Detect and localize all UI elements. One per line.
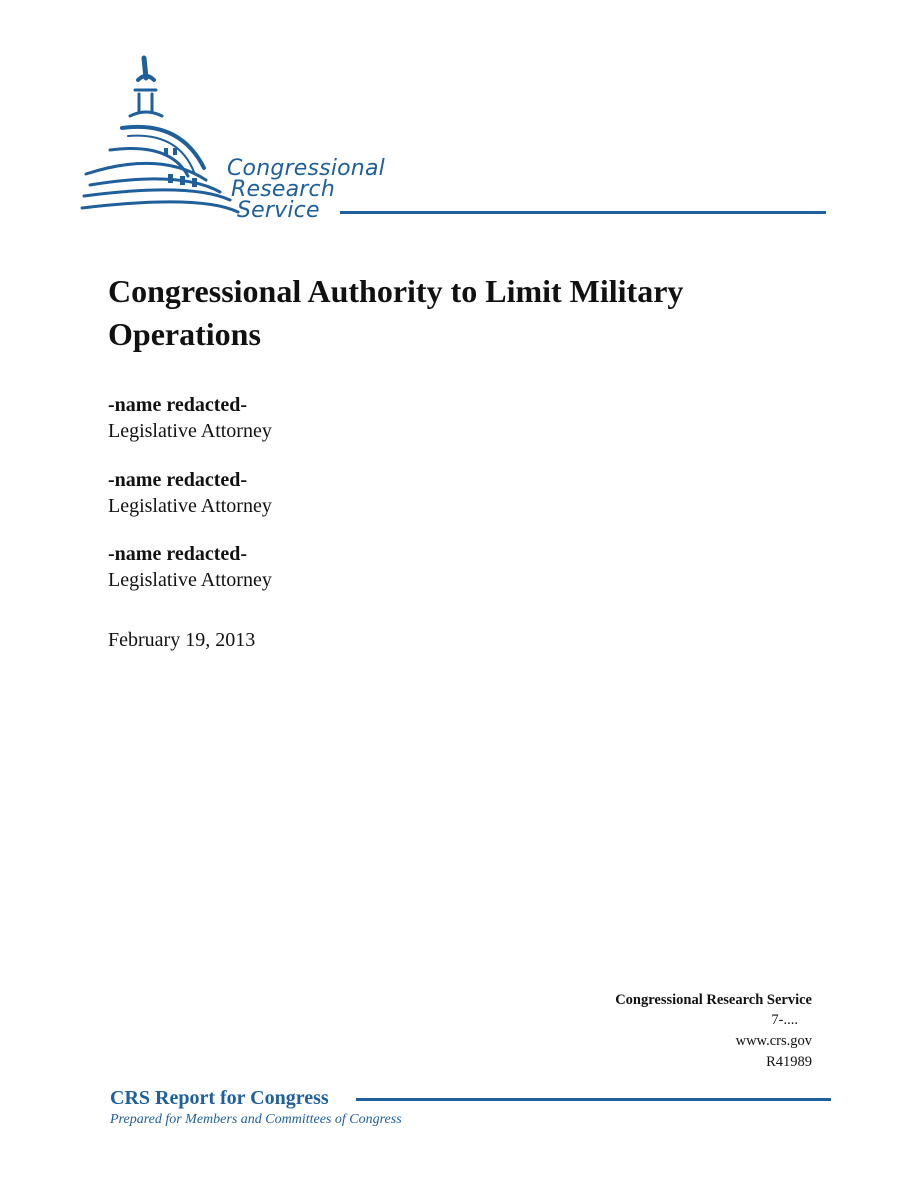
- report-number: R41989: [766, 1054, 812, 1070]
- report-date: February 19, 2013: [108, 629, 256, 651]
- author-role: Legislative Attorney: [108, 495, 272, 517]
- logo-divider: [340, 211, 826, 214]
- author-role: Legislative Attorney: [108, 420, 272, 442]
- crs-report-heading: CRS Report for Congress: [110, 1087, 329, 1109]
- publisher-name: Congressional Research Service: [615, 992, 812, 1008]
- author-name: -name redacted-: [108, 543, 248, 565]
- author-block: [108, 467, 508, 519]
- author-block: [108, 541, 508, 593]
- author-role: Legislative Attorney: [108, 569, 272, 591]
- author-block: [108, 392, 508, 444]
- logo-text-service: Service: [237, 198, 320, 223]
- author-name: -name redacted-: [108, 394, 248, 416]
- logo-text-congressional: Congressional: [227, 156, 385, 181]
- website-link[interactable]: www.crs.gov: [735, 1033, 812, 1049]
- capitol-dome-icon: [80, 50, 840, 230]
- report-title: Congressional Authority to Limit Military Operations: [108, 273, 684, 352]
- crs-report-subtitle: Prepared for Members and Committees of Congress: [110, 1112, 402, 1127]
- author-name: -name redacted-: [108, 469, 248, 491]
- publisher-block: [615, 990, 812, 1073]
- footer-divider: [356, 1098, 831, 1101]
- report-code: 7-....: [771, 1012, 798, 1028]
- logo-text-research: Research: [231, 177, 335, 202]
